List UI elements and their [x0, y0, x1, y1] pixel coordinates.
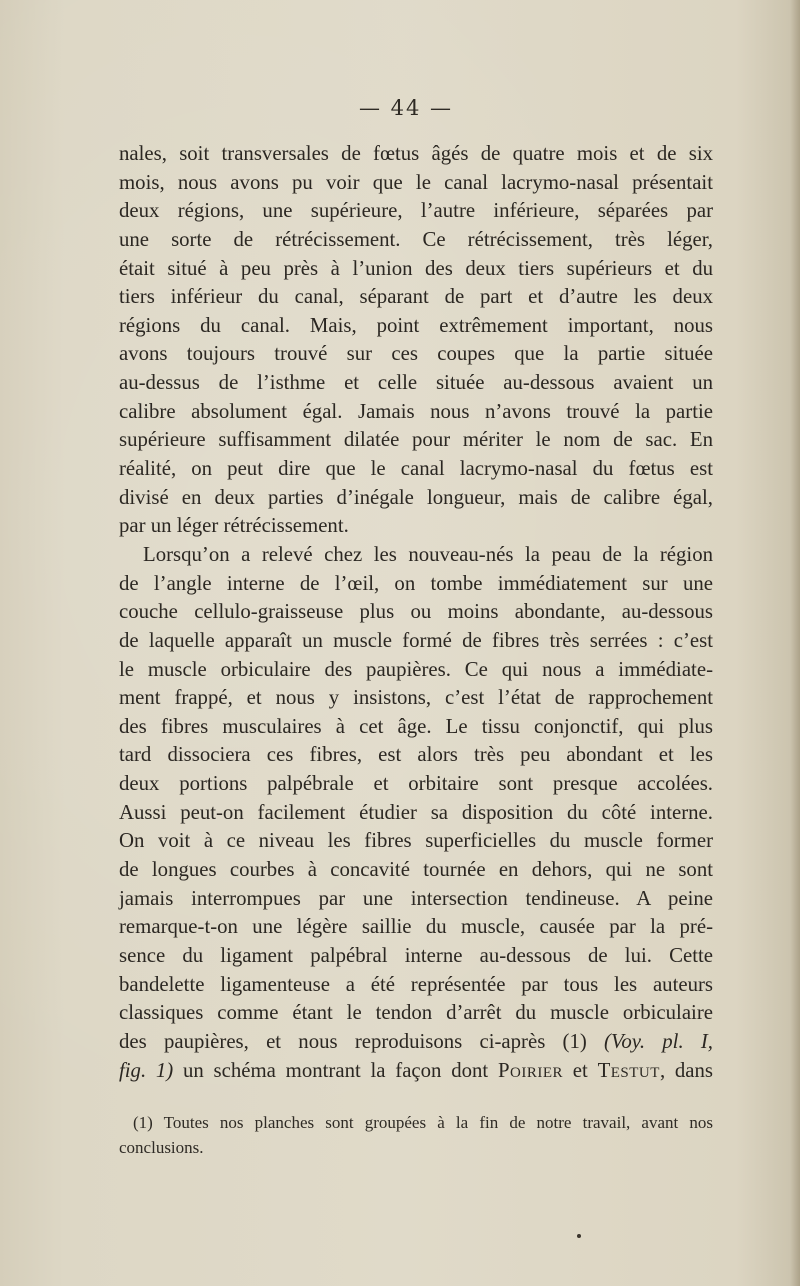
body-line-15: Lorsqu’on a relevé chez les nouveau-nés la peau de la région [143, 542, 713, 566]
author-testut: Testut [597, 1058, 660, 1082]
figure-reference: fig. 1) [119, 1058, 174, 1082]
page-edge-shadow [790, 0, 800, 1286]
body-line-4: une sorte de rétrécissement. Ce rétrécissement, très léger, [119, 227, 713, 251]
body-line-33-text-b: et [572, 1058, 588, 1082]
body-line-6: tiers inférieur du canal, séparant de part et d’autre les deux [119, 285, 713, 309]
body-line-9: au-dessus de l’isthme et celle située au-dessous avaient un [119, 371, 713, 395]
body-line-33 [119, 1057, 713, 1086]
body-line-33-text-a: un schéma montrant la façon dont [183, 1058, 489, 1082]
author-poirier: Poirier [497, 1058, 564, 1082]
body-line-32 [119, 1028, 713, 1057]
body-line-20: ment frappé, et nous y insistons, c’est l’état de rapprochement [119, 686, 713, 710]
ink-speck [577, 1234, 581, 1238]
footnote [119, 1110, 713, 1160]
body-line-17: couche cellulo-graisseuse plus ou moins abondante, au-dessous [119, 600, 713, 624]
footnote-line-1: (1) Toutes nos planches sont groupées à la fin de notre travail, avant nos [133, 1113, 713, 1132]
body-line-33-text-c: , dans [659, 1058, 714, 1082]
page-number: — 44 — [358, 96, 454, 120]
body-line-14: par un léger rétrécissement. [119, 514, 349, 538]
plate-reference: (Voy. pl. I, [604, 1029, 713, 1053]
body-line-11: supérieure suffisamment dilatée pour mériter le nom de sac. En [119, 428, 713, 452]
body-line-30: bandelette ligamenteuse a été représentée par tous les auteurs [119, 972, 713, 996]
body-line-24: Aussi peut-on facilement étudier sa disposition du côté interne. [119, 800, 713, 824]
body-line-16: de l’angle interne de l’œil, on tombe immédiatement sur une [119, 571, 713, 595]
body-line-26: de longues courbes à concavité tournée en dehors, qui ne sont [119, 858, 713, 882]
body-line-10: calibre absolument égal. Jamais nous n’avons trouvé la partie [119, 399, 713, 423]
body-line-3: deux régions, une supérieure, l’autre inférieure, séparées par [119, 199, 713, 223]
body-line-29: sence du ligament palpébral interne au-dessous de lui. Cette [119, 943, 713, 967]
body-text [119, 140, 713, 1085]
body-line-12: réalité, on peut dire que le canal lacrymo-nasal du fœtus est [119, 457, 713, 481]
body-line-5: était situé à peu près à l’union des deux tiers supérieurs et du [119, 256, 713, 280]
body-line-13: divisé en deux parties d’inégale longueur, mais de calibre égal, [119, 485, 713, 509]
body-line-19: le muscle orbiculaire des paupières. Ce qui nous a immédiate- [119, 657, 713, 681]
body-line-7: régions du canal. Mais, point extrêmement important, nous [119, 313, 713, 337]
body-line-32-text: des paupières, et nous reproduisons ci-après (1) [119, 1029, 587, 1053]
body-line-28: remarque-t-on une légère saillie du muscle, causée par la pré- [119, 915, 713, 939]
body-line-22: tard dissociera ces fibres, est alors très peu abondant et les [119, 743, 713, 767]
footnote-line-2: conclusions. [119, 1138, 204, 1157]
body-line-31: classiques comme étant le tendon d’arrêt du muscle orbiculaire [119, 1001, 713, 1025]
body-line-25: On voit à ce niveau les fibres superficielles du muscle former [119, 829, 713, 853]
body-line-2: mois, nous avons pu voir que le canal lacrymo-nasal présentait [119, 170, 713, 194]
body-line-21: des fibres musculaires à cet âge. Le tissu conjonctif, qui plus [119, 714, 713, 738]
body-line-27: jamais interrompues par une intersection tendineuse. A peine [119, 886, 713, 910]
body-line-23: deux portions palpébrale et orbitaire sont presque accolées. [119, 772, 713, 796]
body-line-18: de laquelle apparaît un muscle formé de fibres très serrées : c’est [119, 628, 713, 652]
body-line-8: avons toujours trouvé sur ces coupes que la partie située [119, 342, 713, 366]
body-line-1: nales, soit transversales de fœtus âgés de quatre mois et de six [119, 142, 713, 165]
